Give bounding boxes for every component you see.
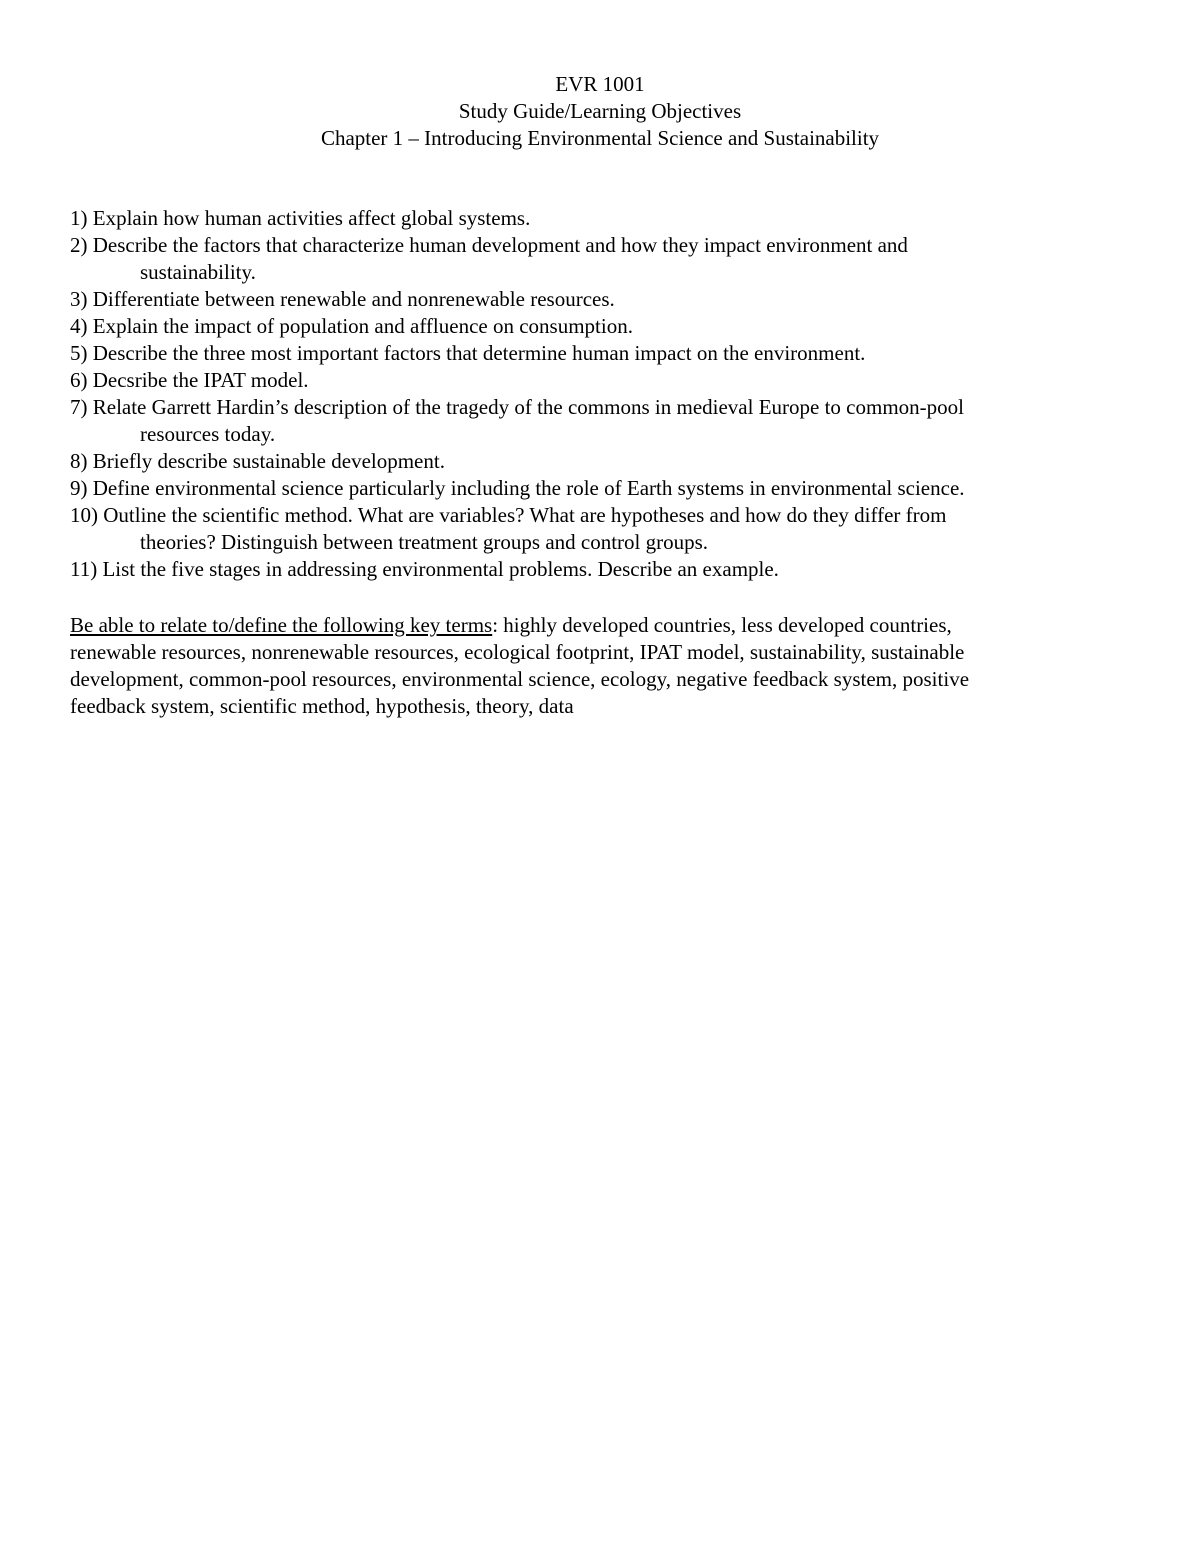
key-terms-text: highly developed countries, less developed countries, <box>498 613 952 637</box>
key-terms-separator: : <box>492 613 499 637</box>
objective-line: 9) Define environmental science particularly including the role of Earth systems in environmental science. <box>70 476 965 500</box>
objective-line: 2) Describe the factors that characterize human development and how they impact environment and <box>70 233 908 257</box>
objectives-list <box>70 205 1170 583</box>
objective-item <box>70 448 1170 475</box>
objective-item <box>70 313 1170 340</box>
objective-line-continued: theories? Distinguish between treatment groups and control groups. <box>140 530 709 554</box>
key-terms-line: feedback system, scientific method, hypothesis, theory, data <box>70 694 574 718</box>
key-terms-label: Be able to relate to/define the following key terms <box>70 613 493 637</box>
objective-line-continued: resources today. <box>140 422 276 446</box>
objective-item <box>70 232 1170 286</box>
objective-item <box>70 556 1170 583</box>
objective-item <box>70 205 1170 232</box>
objective-line: 1) Explain how human activities affect global systems. <box>70 206 531 230</box>
objective-item <box>70 394 1170 448</box>
key-terms-paragraph <box>70 612 1170 720</box>
key-terms-line: renewable resources, nonrenewable resources, ecological footprint, IPAT model, sustainability, sustainable <box>70 640 965 664</box>
objective-line: 3) Differentiate between renewable and nonrenewable resources. <box>70 287 615 311</box>
objective-item <box>70 367 1170 394</box>
objective-item <box>70 502 1170 556</box>
document-header <box>0 71 1200 152</box>
objective-line: 8) Briefly describe sustainable development. <box>70 449 445 473</box>
objective-line: 4) Explain the impact of population and affluence on consumption. <box>70 314 633 338</box>
objective-item <box>70 340 1170 367</box>
key-terms-line: development, common-pool resources, environmental science, ecology, negative feedback system, positive <box>70 667 970 691</box>
objective-line: 11) List the five stages in addressing environmental problems. Describe an example. <box>70 557 779 581</box>
objective-line: 6) Decsribe the IPAT model. <box>70 368 309 392</box>
document-subtitle: Study Guide/Learning Objectives <box>458 99 742 123</box>
course-code: EVR 1001 <box>555 72 645 96</box>
objective-line: 7) Relate Garrett Hardin’s description of the tragedy of the commons in medieval Europe to common-pool <box>70 395 964 419</box>
chapter-title: Chapter 1 – Introducing Environmental Science and Sustainability <box>320 126 880 150</box>
objective-item <box>70 475 1170 502</box>
objective-item <box>70 286 1170 313</box>
objective-line-continued: sustainability. <box>140 260 256 284</box>
objective-line: 10) Outline the scientific method. What are variables? What are hypotheses and how do they differ from <box>70 503 947 527</box>
objective-line: 5) Describe the three most important factors that determine human impact on the environment. <box>70 341 866 365</box>
key-terms-first-line <box>70 612 1170 639</box>
